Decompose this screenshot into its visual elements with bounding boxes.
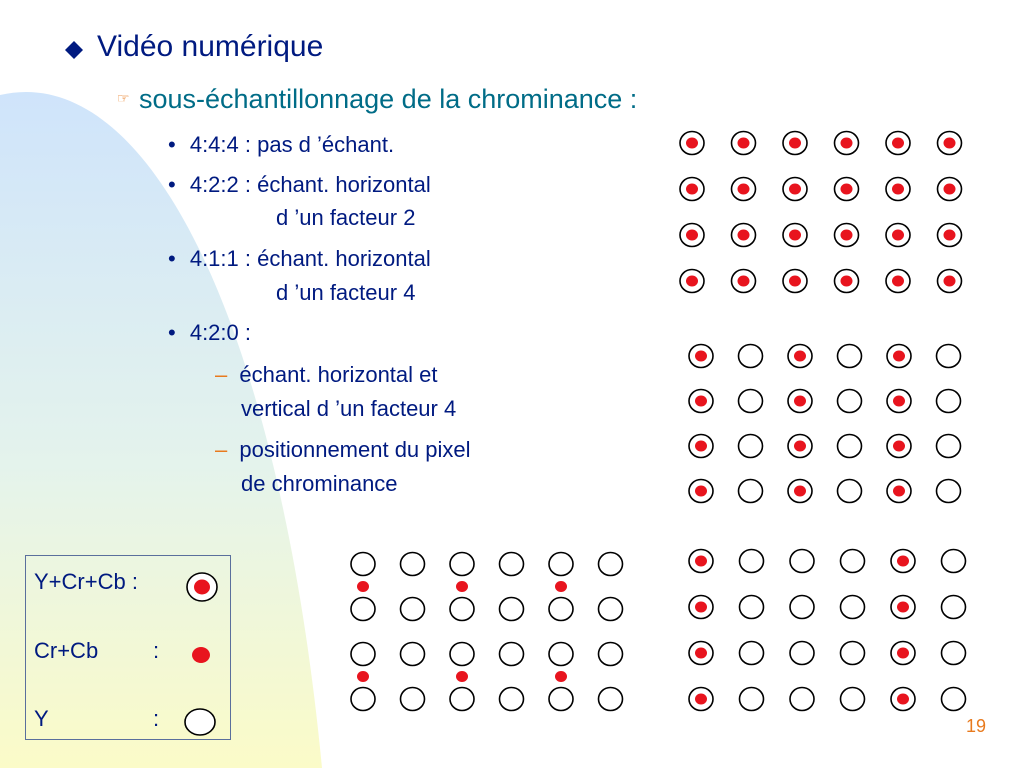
luma-sample (549, 643, 573, 666)
luma-sample (401, 598, 425, 621)
luma-sample (942, 550, 966, 573)
bullet-continuation: d ’un facteur 4 (276, 280, 416, 305)
chroma-sample (897, 648, 909, 659)
legend-luma-symbol (185, 709, 215, 735)
chroma-sample (944, 138, 956, 149)
luma-sample (838, 390, 862, 413)
luma-sample (841, 642, 865, 665)
luma-sample (942, 642, 966, 665)
luma-sample (838, 435, 862, 458)
legend-label: Y (34, 706, 49, 731)
luma-sample (450, 688, 474, 711)
luma-sample (937, 435, 961, 458)
luma-sample (401, 643, 425, 666)
chroma-sample (695, 351, 707, 362)
dash-icon: – (215, 437, 228, 462)
chroma-sample (944, 276, 956, 287)
luma-sample (599, 688, 623, 711)
chroma-sample (686, 184, 698, 195)
dot-icon: • (168, 172, 176, 197)
luma-sample (500, 688, 524, 711)
luma-sample (351, 598, 375, 621)
luma-sample (740, 596, 764, 619)
luma-sample (790, 642, 814, 665)
chroma-sample (841, 184, 853, 195)
luma-sample (549, 688, 573, 711)
luma-sample (401, 553, 425, 576)
dot-icon: • (168, 320, 176, 345)
chroma-sample (738, 184, 750, 195)
bullet-item: • 4:4:4 : pas d ’échant. (168, 132, 395, 157)
chroma-sample (892, 276, 904, 287)
sub-bullet-continuation: vertical d ’un facteur 4 (241, 396, 457, 421)
luma-sample (838, 345, 862, 368)
chroma-sample (456, 671, 468, 682)
luma-sample (937, 390, 961, 413)
luma-sample (790, 550, 814, 573)
bullet-item: • 4:2:2 : échant. horizontal (168, 172, 431, 197)
chroma-sample (892, 138, 904, 149)
luma-sample (599, 553, 623, 576)
luma-sample (841, 550, 865, 573)
luma-sample (549, 553, 573, 576)
luma-sample (942, 688, 966, 711)
luma-sample (740, 642, 764, 665)
chroma-sample (893, 351, 905, 362)
legend-symbols (26, 556, 232, 741)
luma-sample (351, 688, 375, 711)
chroma-sample (892, 230, 904, 241)
luma-sample (351, 553, 375, 576)
luma-sample (790, 596, 814, 619)
chroma-sample (789, 230, 801, 241)
luma-sample (841, 688, 865, 711)
chroma-sample (897, 556, 909, 567)
luma-sample (937, 345, 961, 368)
slide-subtitle: sous-échantillonnage de la chrominance : (139, 84, 638, 114)
chroma-sample (841, 230, 853, 241)
luma-sample (740, 550, 764, 573)
chroma-sample (695, 556, 707, 567)
chroma-sample (555, 671, 567, 682)
chroma-sample (897, 602, 909, 613)
luma-sample (739, 390, 763, 413)
luma-sample (841, 596, 865, 619)
chroma-sample (841, 276, 853, 287)
chroma-sample (738, 230, 750, 241)
chroma-sample (686, 276, 698, 287)
luma-sample (942, 596, 966, 619)
dot-icon: • (168, 246, 176, 271)
chroma-sample (794, 351, 806, 362)
legend-label: Cr+Cb (34, 638, 99, 663)
dash-icon: – (215, 362, 228, 387)
luma-sample (599, 598, 623, 621)
luma-sample (500, 643, 524, 666)
luma-sample (500, 598, 524, 621)
chroma-sample (695, 441, 707, 452)
chroma-sample (892, 184, 904, 195)
luma-sample (790, 688, 814, 711)
chroma-sample (686, 230, 698, 241)
bullet-item: • 4:2:0 : (168, 320, 251, 345)
chroma-sample (897, 694, 909, 705)
luma-sample (351, 643, 375, 666)
chroma-sample (789, 184, 801, 195)
legend-luma-chroma-symbol (194, 580, 210, 595)
luma-sample (450, 643, 474, 666)
legend-box (25, 555, 231, 740)
chroma-sample (893, 396, 905, 407)
chroma-sample (794, 396, 806, 407)
sub-bullet-continuation: de chrominance (241, 471, 398, 496)
chroma-sample (893, 486, 905, 497)
dot-icon: • (168, 132, 176, 157)
chroma-sample (695, 694, 707, 705)
page-number: 19 (966, 716, 987, 736)
luma-sample (500, 553, 524, 576)
chroma-sample (555, 581, 567, 592)
chroma-sample (738, 276, 750, 287)
bullet-continuation: d ’un facteur 2 (276, 205, 416, 230)
chroma-sample (944, 184, 956, 195)
legend-colon: : (153, 706, 160, 731)
chroma-sample (944, 230, 956, 241)
luma-sample (740, 688, 764, 711)
luma-sample (739, 435, 763, 458)
pointing-hand-icon: ☞ (117, 90, 130, 106)
legend-chroma-symbol (192, 647, 210, 663)
chroma-sample (357, 671, 369, 682)
luma-sample (450, 598, 474, 621)
luma-sample (599, 643, 623, 666)
chroma-sample (695, 396, 707, 407)
luma-sample (401, 688, 425, 711)
luma-sample (549, 598, 573, 621)
slide-title: Vidéo numérique (97, 30, 324, 63)
chroma-sample (695, 486, 707, 497)
chroma-sample (456, 581, 468, 592)
luma-sample (739, 345, 763, 368)
luma-sample (739, 480, 763, 503)
chroma-sample (794, 441, 806, 452)
luma-sample (937, 480, 961, 503)
chroma-sample (794, 486, 806, 497)
chroma-sample (695, 648, 707, 659)
legend-colon: : (153, 638, 160, 663)
chroma-sample (841, 138, 853, 149)
sub-bullet-item: – positionnement du pixel (215, 437, 471, 462)
legend-label: Y+Cr+Cb : (34, 569, 138, 594)
chroma-sample (695, 602, 707, 613)
chroma-sample (738, 138, 750, 149)
luma-sample (450, 553, 474, 576)
chroma-sample (789, 138, 801, 149)
luma-sample (838, 480, 862, 503)
chroma-sample (789, 276, 801, 287)
sub-bullet-item: – échant. horizontal et (215, 362, 438, 387)
chroma-sample (357, 581, 369, 592)
chroma-sample (893, 441, 905, 452)
chroma-sample (686, 138, 698, 149)
bullet-item: • 4:1:1 : échant. horizontal (168, 246, 431, 271)
